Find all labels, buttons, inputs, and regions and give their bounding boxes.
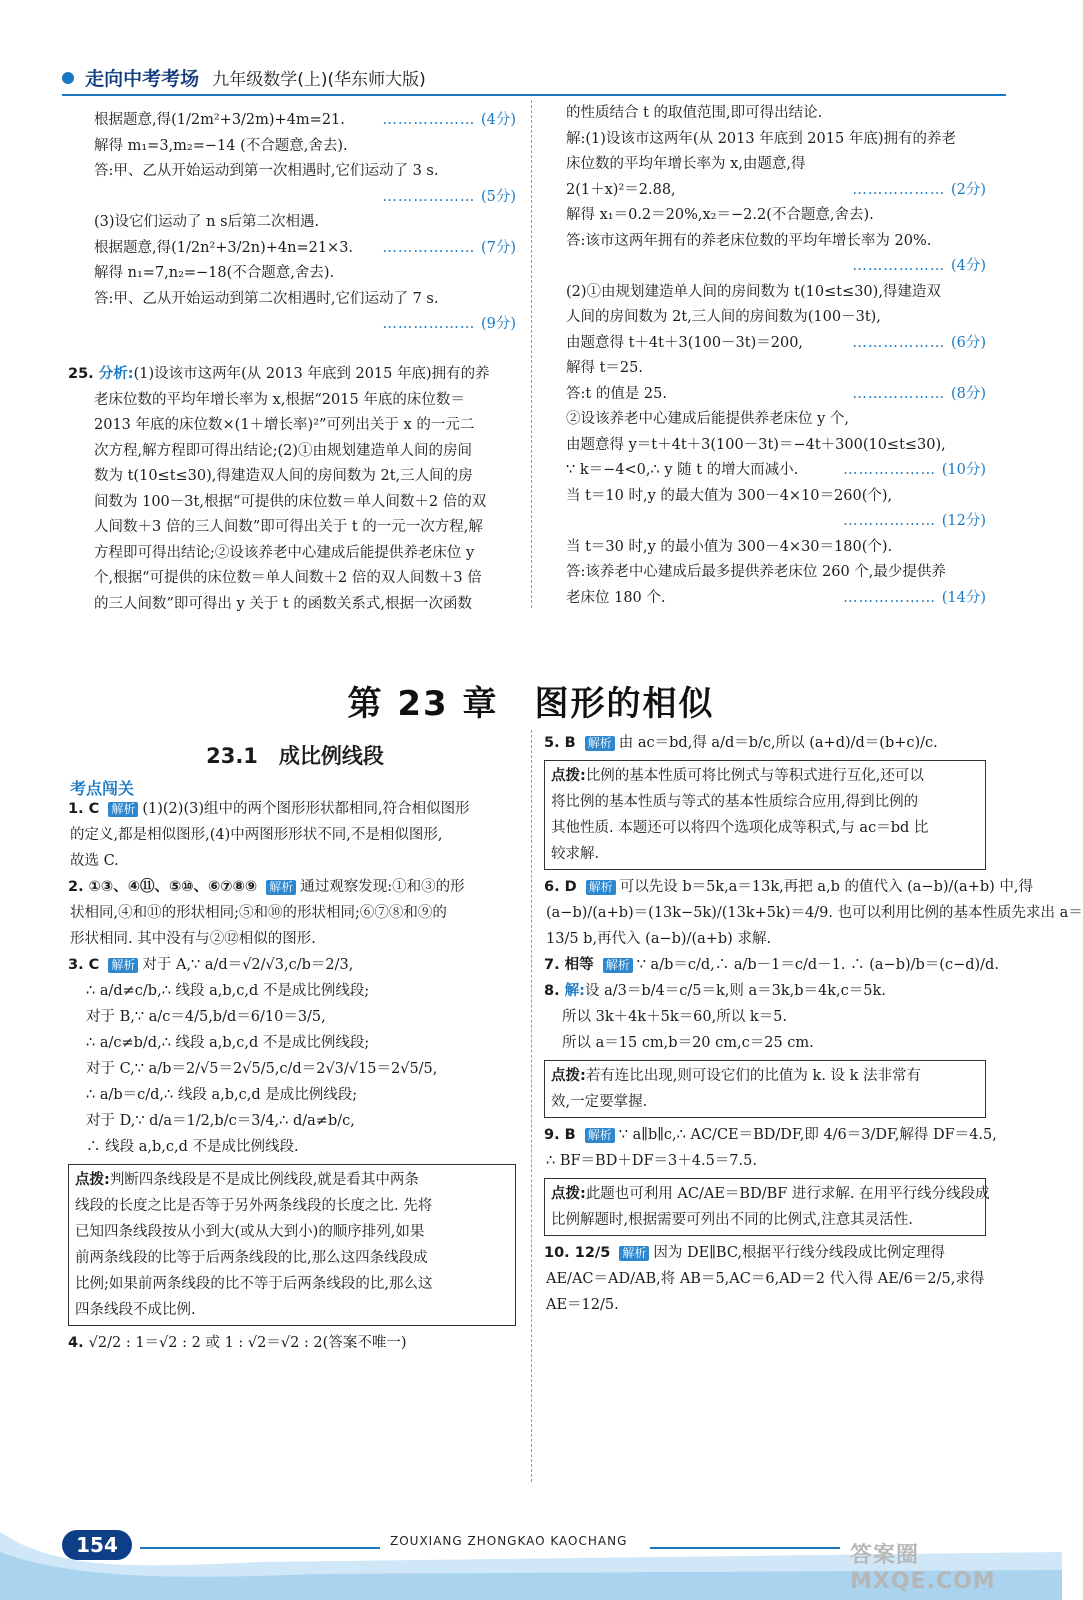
- leader-dots: ………………: [843, 462, 942, 478]
- left-top-line: [94, 287, 516, 313]
- left-top-line: [94, 159, 516, 185]
- note-4-text: 比例解题时,根据需要可列出不同的比例式,注意其灵活性.: [551, 1212, 913, 1228]
- q5-text: 由 ac＝bd,得 a/d＝b/c,所以 (a+d)/d＝(b+c)/c.: [618, 735, 938, 751]
- left-top-line: [94, 134, 516, 160]
- note-3: [544, 1060, 986, 1118]
- q2-text: 状相同,④和⑪的形状相同;⑤和⑩的形状相同;⑥⑦⑧和⑨的: [70, 905, 447, 921]
- q3-text: 对于 D,∵ d/a＝1/2,b/c＝3/4,∴ d/a≠b/c,: [86, 1113, 355, 1129]
- right-top-line: [566, 331, 986, 357]
- note-3-text: 效,一定要掌握.: [551, 1094, 648, 1110]
- note-2-line: [551, 763, 979, 789]
- q3-text: 对于 B,∵ a/c＝4/5,b/d＝6/10＝3/5,: [86, 1009, 326, 1025]
- q10-line: [544, 1266, 986, 1292]
- note-1: [68, 1164, 516, 1326]
- right-top-text: 老床位 180 个.: [566, 589, 666, 606]
- note-1-text: 前两条线段的比等于后两条线段的比,那么这四条线段成: [75, 1250, 428, 1266]
- score-value: (4分): [480, 112, 516, 128]
- chapter-title: 第 23 章 图形的相似: [347, 684, 715, 724]
- q3-line: [68, 1030, 516, 1056]
- left-top-text: 解得 m₁=3,m₂=−14 (不合题意,舍去).: [94, 137, 348, 154]
- score-marker: [382, 236, 516, 262]
- answer-label: 解:: [564, 983, 585, 999]
- question-number: 1. C: [68, 801, 105, 817]
- q5-line: [544, 730, 986, 756]
- note-2-text: 较求解.: [551, 846, 600, 862]
- score-marker: [843, 509, 986, 535]
- right-top-line: [566, 433, 986, 459]
- score-value: (10分): [941, 462, 986, 478]
- q2-text: 形状相同. 其中没有与②⑫相似的图形.: [70, 931, 316, 947]
- right-top-line: [566, 586, 986, 612]
- right-top-line: [566, 382, 986, 408]
- q10-text: AE＝12/5.: [546, 1297, 619, 1313]
- right-top-column: [566, 101, 986, 611]
- right-top-line: [566, 535, 986, 561]
- question-25: [68, 362, 518, 617]
- q25-text: 人间数＋3 倍的三人间数”即可得出关于 t 的一元一次方程,解: [94, 519, 483, 535]
- score-value: (4分): [950, 258, 986, 274]
- note-label: 点拨:: [75, 1172, 110, 1188]
- score-value: (2分): [950, 181, 986, 198]
- q2-text: 通过观察发现:①和③的形: [300, 879, 465, 895]
- footer-series-name: ZOUXIANG ZHONGKAO KAOCHANG: [390, 1534, 628, 1548]
- left-top-line: [94, 210, 516, 236]
- right-bottom-column: [544, 730, 1083, 1318]
- right-top-line: [566, 305, 986, 331]
- score-value: (14分): [941, 589, 986, 606]
- q1-text: 故选 C.: [70, 853, 119, 869]
- jiexi-tag: 解析: [585, 1128, 615, 1143]
- q9-text: ∴ BF＝BD＋DF＝3＋4.5＝7.5.: [546, 1153, 757, 1169]
- page-header: [62, 64, 1006, 94]
- q9-line: [544, 1148, 986, 1174]
- q4-line: [68, 1330, 516, 1356]
- right-top-text: 床位数的平均年增长率为 x,由题意,得: [566, 156, 806, 172]
- jiexi-tag: 解析: [603, 958, 633, 973]
- left-top-text: 根据题意,得(1/2n²+3/2n)+4n=21×3.: [94, 239, 354, 256]
- q8-text: 所以 3k＋4k＋5k＝60,所以 k＝5.: [562, 1009, 787, 1025]
- right-top-line: [566, 280, 986, 306]
- question-number: 3. C: [68, 957, 105, 973]
- note-1-text: 判断四条线段是不是成比例线段,就是看其中两条: [109, 1172, 419, 1188]
- q7-line: [544, 952, 999, 978]
- leader-dots: ………………: [852, 385, 951, 402]
- q25-line: [68, 592, 518, 618]
- q8-line: [544, 978, 986, 1004]
- leader-dots: ………………: [852, 334, 951, 351]
- q3-line: [68, 1004, 516, 1030]
- q3-text: ∴ a/b＝c/d,∴ 线段 a,b,c,d 是成比例线段;: [86, 1087, 358, 1103]
- score-marker: [843, 586, 986, 612]
- score-value: (6分): [950, 334, 986, 351]
- q9-text: ∵ a∥b∥c,∴ AC/CE＝BD/DF,即 4/6＝3/DF,解得 DF＝4.5,: [618, 1127, 997, 1143]
- score-marker: [382, 312, 516, 338]
- q25-text: 2013 年底的床位数×(1＋增长率)²”可列出关于 x 的一元二: [94, 417, 475, 433]
- right-top-line: [566, 458, 986, 484]
- q3-line: [68, 952, 516, 978]
- note-label: 点拨:: [551, 1186, 586, 1202]
- q1-line: [68, 848, 516, 874]
- note-1-line: [75, 1271, 509, 1297]
- score-marker: [382, 185, 516, 211]
- note-3-line: [551, 1089, 979, 1115]
- question-number: 8.: [544, 983, 565, 999]
- score-value: (8分): [950, 385, 986, 402]
- right-top-line: [566, 254, 986, 280]
- right-top-line: [566, 356, 986, 382]
- right-top-text: 解得 t＝25.: [566, 360, 643, 376]
- left-top-text: (3)设它们运动了 n s后第二次相遇.: [94, 214, 320, 230]
- score-value: (7分): [480, 239, 516, 256]
- q10-text: 因为 DE∥BC,根据平行线分线段成比例定理得: [653, 1245, 946, 1261]
- score-marker: [382, 108, 516, 134]
- leader-dots: ………………: [852, 258, 951, 274]
- q25-line: [68, 515, 518, 541]
- right-top-text: 由题意得 t＋4t＋3(100－3t)＝200,: [566, 334, 804, 351]
- right-top-line: [566, 178, 986, 204]
- q9-line: [544, 1122, 997, 1148]
- right-top-line: [566, 484, 986, 510]
- q25-text: 方程即可得出结论;②设该养老中心建成后能提供养老床位 y: [94, 544, 475, 561]
- note-label: 点拨:: [551, 1068, 586, 1084]
- left-top-line: [94, 312, 516, 338]
- note-2: [544, 760, 986, 870]
- score-value: (5分): [480, 188, 516, 205]
- q25-text: 老床位数的平均年增长率为 x,根据“2015 年底的床位数＝: [94, 391, 465, 408]
- q25-line: [68, 413, 518, 439]
- q25-text: 间数为 100－3t,根据“可提供的床位数＝单人间数＋2 倍的双: [94, 493, 487, 510]
- left-top-column: [94, 108, 516, 338]
- q6-text: 13/5 b,再代入 (a−b)/(a+b) 求解.: [546, 931, 772, 947]
- q6-line: [544, 926, 986, 952]
- q2-line: [68, 874, 516, 900]
- note-label: 点拨:: [551, 768, 586, 784]
- question-number: 10. 12/5: [544, 1245, 616, 1261]
- leader-dots: ………………: [382, 112, 481, 128]
- book-brand: 走向中考考场: [85, 68, 200, 90]
- note-1-line: [75, 1297, 509, 1323]
- q25-text: 数为 t(10≤t≤30),得建造双人间的房间数为 2t,三人间的房: [94, 468, 473, 484]
- note-1-text: 线段的长度之比是否等于另外两条线段的长度之比. 先将: [75, 1198, 433, 1214]
- q6-line: [544, 874, 1033, 900]
- question-number: 2. ①③、④⑪、⑤⑩、⑥⑦⑧⑨: [68, 879, 263, 895]
- right-top-text: ②设该养老中心建成后能提供养老床位 y 个,: [566, 411, 850, 427]
- q10-line: [544, 1240, 986, 1266]
- q4-text: √2/2 : 1＝√2 : 2 或 1 : √2＝√2 : 2(答案不唯一): [88, 1335, 407, 1351]
- left-top-text: 答:甲、乙从开始运动到第二次相遇时,它们运动了 7 s.: [94, 290, 439, 307]
- note-1-line: [75, 1245, 509, 1271]
- right-top-line: [566, 407, 986, 433]
- question-number: 6. D: [544, 879, 582, 895]
- watermark: 答案圈 MXQE.COM: [850, 1543, 996, 1594]
- q3-line: [68, 1082, 516, 1108]
- q8-text: 设 a/3＝b/4＝c/5＝k,则 a＝3k,b＝4k,c＝5k.: [584, 983, 886, 999]
- note-1-line: [75, 1193, 509, 1219]
- q25-text: (1)设该市这两年(从 2013 年底到 2015 年底)拥有的养: [133, 366, 490, 382]
- bullet-icon: [62, 72, 74, 84]
- left-top-line: [94, 185, 516, 211]
- note-2-text: 比例的基本性质可将比例式与等积式进行互化,还可以: [585, 768, 924, 784]
- left-top-line: [94, 261, 516, 287]
- q3-line: [68, 1056, 516, 1082]
- page-footer: [0, 1512, 1062, 1600]
- q3-line: [68, 1134, 516, 1160]
- question-number: 9. B: [544, 1127, 581, 1143]
- score-marker: [852, 382, 986, 408]
- header-rule: [62, 94, 1006, 96]
- score-marker: [852, 178, 986, 204]
- right-top-text: 的性质结合 t 的取值范围,即可得出结论.: [566, 105, 823, 121]
- jiexi-tag: 解析: [585, 736, 615, 751]
- q8-text: 所以 a＝15 cm,b＝20 cm,c＝25 cm.: [562, 1035, 814, 1051]
- right-top-text: (2)①由规划建造单人间的房间数为 t(10≤t≤30),得建造双: [566, 283, 941, 300]
- left-top-line: [94, 236, 516, 262]
- score-value: (12分): [941, 513, 986, 529]
- q25-text: 次方程,解方程即可得出结论;(2)①由规划建造单人间的房间: [94, 442, 473, 459]
- q3-text: ∴ 线段 a,b,c,d 不是成比例线段.: [86, 1139, 299, 1155]
- score-marker: [852, 331, 986, 357]
- q1-text: (1)(2)(3)组中的两个图形形状都相同,符合相似图形: [142, 801, 470, 817]
- q6-text: 可以先设 b＝5k,a＝13k,再把 a,b 的值代入 (a−b)/(a+b) 中,得: [619, 879, 1033, 895]
- q3-line: [68, 1108, 516, 1134]
- right-top-text: 由题意得 y＝t＋4t＋3(100－3t)＝−4t＋300(10≤t≤30),: [566, 436, 946, 453]
- note-1-text: 已知四条线段按从小到大(或从大到小)的顺序排列,如果: [75, 1224, 425, 1240]
- right-top-line: [566, 127, 986, 153]
- question-number: 5. B: [544, 735, 581, 751]
- question-number: 25.: [68, 366, 99, 382]
- jiexi-tag: 解析: [266, 880, 296, 895]
- q25-line: [68, 490, 518, 516]
- leader-dots: ………………: [852, 181, 951, 198]
- q10-line: [544, 1292, 986, 1318]
- column-divider-2: [531, 730, 532, 1482]
- q25-line: [68, 566, 518, 592]
- right-top-text: 答:该养老中心建成后最多提供养老床位 260 个,最少提供养: [566, 564, 946, 580]
- note-2-line: [551, 789, 979, 815]
- jiexi-tag: 解析: [586, 880, 616, 895]
- q6-line: [544, 900, 1083, 926]
- note-1-text: 四条线段不成比例.: [75, 1302, 196, 1318]
- score-marker: [852, 254, 986, 280]
- q3-line: [68, 978, 516, 1004]
- right-top-text: 答:该市这两年拥有的养老床位数的平均年增长率为 20%.: [566, 232, 932, 249]
- note-2-line: [551, 841, 979, 867]
- left-top-text: 答:甲、乙从开始运动到第一次相遇时,它们运动了 3 s.: [94, 163, 439, 179]
- q25-text: 个,根据“可提供的床位数＝单人间数＋2 倍的双人间数＋3 倍: [94, 570, 482, 586]
- leader-dots: ………………: [843, 589, 942, 606]
- leader-dots: ………………: [843, 513, 942, 529]
- score-marker: [843, 458, 986, 484]
- note-1-text: 比例;如果前两条线段的比不等于后两条线段的比,那么这: [75, 1276, 433, 1292]
- jiexi-tag: 解析: [108, 802, 138, 817]
- note-1-line: [75, 1219, 509, 1245]
- q3-text: ∴ a/d≠c/b,∴ 线段 a,b,c,d 不是成比例线段;: [86, 983, 370, 999]
- note-4-line: [551, 1207, 979, 1233]
- q3-text: 对于 A,∵ a/d＝√2/√3,c/b＝2/3,: [142, 957, 354, 973]
- right-top-text: ∵ k＝−4<0,∴ y 随 t 的增大而减小.: [566, 462, 799, 478]
- note-2-text: 将比例的基本性质与等式的基本性质综合应用,得到比例的: [551, 794, 919, 810]
- q25-analysis: [68, 362, 518, 617]
- jiexi-tag: 解析: [619, 1246, 649, 1261]
- right-top-text: 解:(1)设该市这两年(从 2013 年底到 2015 年底)拥有的养老: [566, 130, 956, 147]
- q1-line: [68, 796, 516, 822]
- column-divider: [531, 100, 532, 608]
- q25-line: [68, 464, 518, 490]
- right-top-line: [566, 203, 986, 229]
- q8-line: [544, 1030, 986, 1056]
- right-top-text: 人间的房间数为 2t,三人间的房间数为(100－3t),: [566, 309, 881, 325]
- section-title: 23.1 成比例线段: [206, 744, 384, 768]
- book-subtitle: 九年级数学(上)(华东师大版): [212, 70, 426, 90]
- right-top-text: 当 t＝10 时,y 的最大值为 300－4×10＝260(个),: [566, 487, 893, 504]
- q10-text: AE/AC＝AD/AB,将 AB＝5,AC＝6,AD＝2 代入得 AE/6＝2/5,求得: [546, 1271, 985, 1287]
- q2-line: [68, 900, 516, 926]
- note-3-line: [551, 1063, 979, 1089]
- analysis-label: 分析:: [98, 366, 134, 382]
- note-2-line: [551, 815, 979, 841]
- right-top-line: [566, 560, 986, 586]
- question-number: 7. 相等: [544, 957, 599, 973]
- right-top-line: [566, 101, 986, 127]
- q1-line: [68, 822, 516, 848]
- q25-line: [68, 439, 518, 465]
- q8-line: [544, 1004, 986, 1030]
- q25-line: [68, 541, 518, 567]
- q6-text: (a−b)/(a+b)＝(13k−5k)/(13k+5k)＝4/9. 也可以利用比例的基本性质先求出 a＝: [546, 905, 1083, 921]
- q2-line: [68, 926, 516, 952]
- right-top-line: [566, 509, 986, 535]
- left-top-text: 解得 n₁=7,n₂=−18(不合题意,舍去).: [94, 265, 335, 281]
- score-value: (9分): [480, 316, 516, 332]
- page-number: 154: [62, 1530, 132, 1560]
- question-number: 4.: [68, 1335, 89, 1351]
- note-3-text: 若有连比出现,则可设它们的比值为 k. 设 k 法非常有: [585, 1068, 922, 1084]
- right-top-line: [566, 229, 986, 255]
- right-top-line: [566, 152, 986, 178]
- q3-text: ∴ a/c≠b/d,∴ 线段 a,b,c,d 不是成比例线段;: [86, 1035, 370, 1051]
- left-top-line: [94, 108, 516, 134]
- note-2-text: 其他性质. 本题还可以将四个选项化成等积式,与 ac＝bd 比: [551, 820, 929, 836]
- note-4: [544, 1178, 990, 1236]
- leader-dots: ………………: [382, 316, 481, 332]
- q1-text: 的定义,都是相似图形,(4)中两图形形状不同,不是相似图形,: [70, 827, 443, 843]
- note-4-text: 此题也可利用 AC/AE＝BD/BF 进行求解. 在用平行线分线段成: [585, 1186, 990, 1202]
- note-1-line: [75, 1167, 509, 1193]
- right-top-text: 解得 x₁＝0.2＝20%,x₂＝−2.2(不合题意,舍去).: [566, 207, 874, 223]
- right-top-text: 答:t 的值是 25.: [566, 385, 667, 402]
- jiexi-tag: 解析: [108, 958, 138, 973]
- left-top-text: 根据题意,得(1/2m²+3/2m)+4m=21.: [94, 112, 345, 128]
- kaodian-heading: 考点闯关: [70, 779, 135, 798]
- leader-dots: ………………: [382, 239, 481, 256]
- note-4-line: [551, 1181, 990, 1207]
- q3-text: 对于 C,∵ a/b＝2/√5＝2√5/5,c/d＝2√3/√15＝2√5/5,: [86, 1061, 438, 1077]
- right-top-text: 2(1＋x)²＝2.88,: [566, 181, 676, 198]
- q25-line: [68, 362, 518, 388]
- q7-text: ∵ a/b＝c/d,∴ a/b－1＝c/d－1. ∴ (a−b)/b＝(c−d)/d.: [636, 957, 999, 973]
- left-bottom-column: [68, 796, 516, 1356]
- leader-dots: ………………: [382, 188, 481, 205]
- right-top-text: 当 t＝30 时,y 的最小值为 300－4×30＝180(个).: [566, 538, 893, 555]
- q25-text: 的三人间数”即可得出 y 关于 t 的函数关系式,根据一次函数: [94, 595, 472, 612]
- q25-line: [68, 388, 518, 414]
